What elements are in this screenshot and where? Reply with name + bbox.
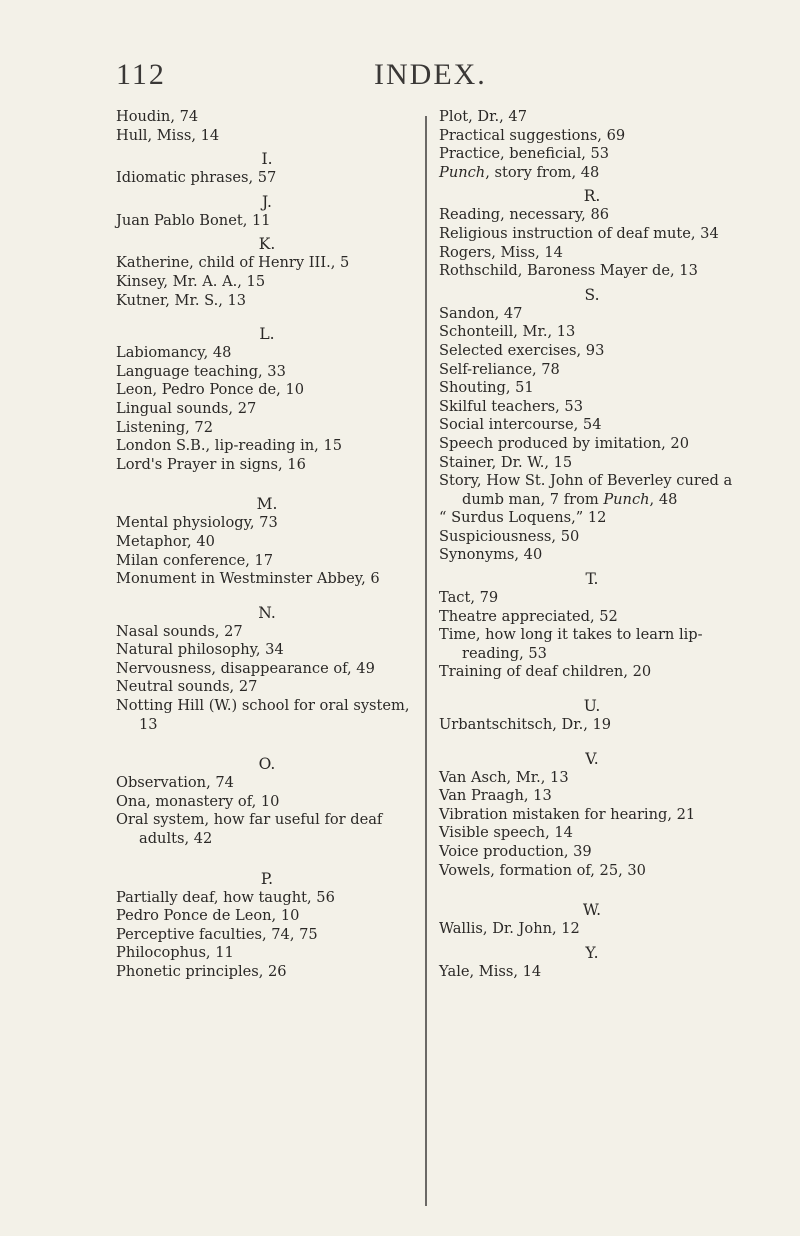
section-letter: U. bbox=[583, 697, 601, 716]
index-entry: Metaphor, 40 bbox=[116, 532, 215, 550]
index-entry: Vowels, formation of, 25, 30 bbox=[439, 861, 646, 879]
section-letter: J. bbox=[262, 192, 272, 211]
index-entry: Oral system, how far useful for deaf adults, 42 bbox=[116, 811, 383, 848]
index-entry: Plot, Dr., 47 bbox=[439, 108, 527, 125]
section-letter: N. bbox=[258, 603, 276, 622]
index-entry: Theatre appreciated, 52 bbox=[439, 607, 618, 625]
index-entry: Houdin, 74 bbox=[116, 108, 199, 125]
page-number: 112 bbox=[116, 58, 166, 91]
index-entry: Perceptive faculties, 74, 75 bbox=[116, 925, 318, 943]
index-entry: Training of deaf children, 20 bbox=[439, 663, 652, 681]
index-entry: Skilful teachers, 53 bbox=[439, 397, 584, 415]
index-entry: Voice production, 39 bbox=[439, 843, 592, 860]
index-entry: Kutner, Mr. S., 13 bbox=[116, 291, 247, 309]
section-letter: W. bbox=[582, 901, 602, 920]
index-entry: Wallis, Dr. John, 12 bbox=[439, 920, 580, 938]
index-entry: Speech produced by imitation, 20 bbox=[439, 434, 689, 452]
index-entry: Vibration mistaken for hearing, 21 bbox=[439, 805, 696, 823]
section-letter: M. bbox=[256, 495, 278, 514]
index-entry: Idiomatic phrases, 57 bbox=[116, 169, 277, 187]
index-entry: Story, How St. John of Beverley cured a dumb man, 7 from Punch, 48 bbox=[439, 472, 733, 508]
index-entry: Phonetic principles, 26 bbox=[116, 963, 287, 980]
section-letter: V. bbox=[585, 749, 599, 768]
column-divider bbox=[425, 116, 427, 1206]
section-letter: K. bbox=[258, 235, 276, 254]
index-entry: Partially deaf, how taught, 56 bbox=[116, 888, 335, 906]
index-entry: Urbantschitsch, Dr., 19 bbox=[439, 716, 612, 734]
section-letter: S. bbox=[584, 285, 600, 304]
index-entry: Time, how long it takes to learn lip-reading, 53 bbox=[439, 626, 703, 662]
index-entry: Van Praagh, 13 bbox=[439, 787, 552, 805]
index-column-left bbox=[116, 108, 418, 982]
index-entry: Observation, 74 bbox=[116, 774, 234, 792]
index-entry: Van Asch, Mr., 13 bbox=[439, 768, 569, 786]
index-column-right bbox=[439, 108, 745, 981]
index-entry: Practice, beneficial, 53 bbox=[439, 145, 610, 163]
index-entry: Nasal sounds, 27 bbox=[116, 622, 243, 640]
index-entry: “ Surdus Loquens,” 12 bbox=[439, 509, 607, 527]
index-entry: Mental physiology, 73 bbox=[116, 514, 278, 532]
index-entry: Yale, Miss, 14 bbox=[439, 962, 542, 980]
index-entry: Ona, monastery of, 10 bbox=[116, 792, 280, 810]
index-entry: Listening, 72 bbox=[116, 418, 214, 436]
page-title: INDEX. bbox=[374, 58, 487, 91]
index-entry: Milan conference, 17 bbox=[116, 551, 274, 569]
index-entry: Notting Hill (W.) school for oral system, 13 bbox=[116, 697, 410, 733]
index-entry: Selected exercises, 93 bbox=[439, 341, 605, 359]
index-entry: Philocophus, 11 bbox=[116, 944, 234, 962]
index-entry: London S.B., lip-reading in, 15 bbox=[116, 437, 343, 455]
section-letter: Y. bbox=[585, 943, 599, 962]
index-entry: Rogers, Miss, 14 bbox=[439, 243, 563, 261]
index-entry: Lord's Prayer in signs, 16 bbox=[116, 455, 306, 473]
index-entry: Katherine, child of Henry III., 5 bbox=[116, 254, 350, 272]
section-letter: R. bbox=[583, 187, 601, 206]
index-entry: Rothschild, Baroness Mayer de, 13 bbox=[439, 262, 698, 280]
index-entry: Monument in Westminster Abbey, 6 bbox=[116, 570, 380, 588]
index-entry: Schonteill, Mr., 13 bbox=[439, 323, 576, 341]
index-entry: Leon, Pedro Ponce de, 10 bbox=[116, 381, 305, 399]
section-letter: L. bbox=[259, 325, 275, 344]
index-entry: Visible speech, 14 bbox=[439, 824, 573, 842]
index-entry: Kinsey, Mr. A. A., 15 bbox=[116, 272, 266, 290]
index-entry: Suspiciousness, 50 bbox=[439, 527, 580, 545]
index-entry: Punch, story from, 48 bbox=[439, 163, 600, 181]
section-letter: O. bbox=[258, 755, 276, 774]
section-letter: I. bbox=[261, 150, 273, 169]
index-entry: Synonyms, 40 bbox=[439, 546, 543, 564]
index-entry: Natural philosophy, 34 bbox=[116, 641, 284, 659]
index-entry: Labiomancy, 48 bbox=[116, 344, 232, 362]
index-entry: Reading, necessary, 86 bbox=[439, 206, 610, 224]
index-entry: Juan Pablo Bonet, 11 bbox=[116, 211, 271, 229]
section-letter: T. bbox=[585, 570, 599, 589]
index-entry: Religious instruction of deaf mute, 34 bbox=[439, 224, 719, 242]
index-entry: Tact, 79 bbox=[439, 589, 499, 607]
index-entry: Self-reliance, 78 bbox=[439, 360, 560, 378]
index-entry: Sandon, 47 bbox=[439, 304, 523, 322]
index-entry: Practical suggestions, 69 bbox=[439, 126, 626, 144]
index-entry: Stainer, Dr. W., 15 bbox=[439, 453, 573, 471]
section-letter: P. bbox=[260, 869, 274, 888]
index-entry: Neutral sounds, 27 bbox=[116, 678, 258, 696]
index-entry: Social intercourse, 54 bbox=[439, 416, 602, 434]
index-entry: Language teaching, 33 bbox=[116, 362, 286, 380]
index-entry: Nervousness, disappearance of, 49 bbox=[116, 659, 375, 677]
index-entry: Pedro Ponce de Leon, 10 bbox=[116, 907, 300, 925]
index-entry: Shouting, 51 bbox=[439, 379, 534, 397]
index-entry: Hull, Miss, 14 bbox=[116, 126, 220, 144]
index-entry: Lingual sounds, 27 bbox=[116, 399, 257, 417]
running-head bbox=[116, 58, 500, 98]
